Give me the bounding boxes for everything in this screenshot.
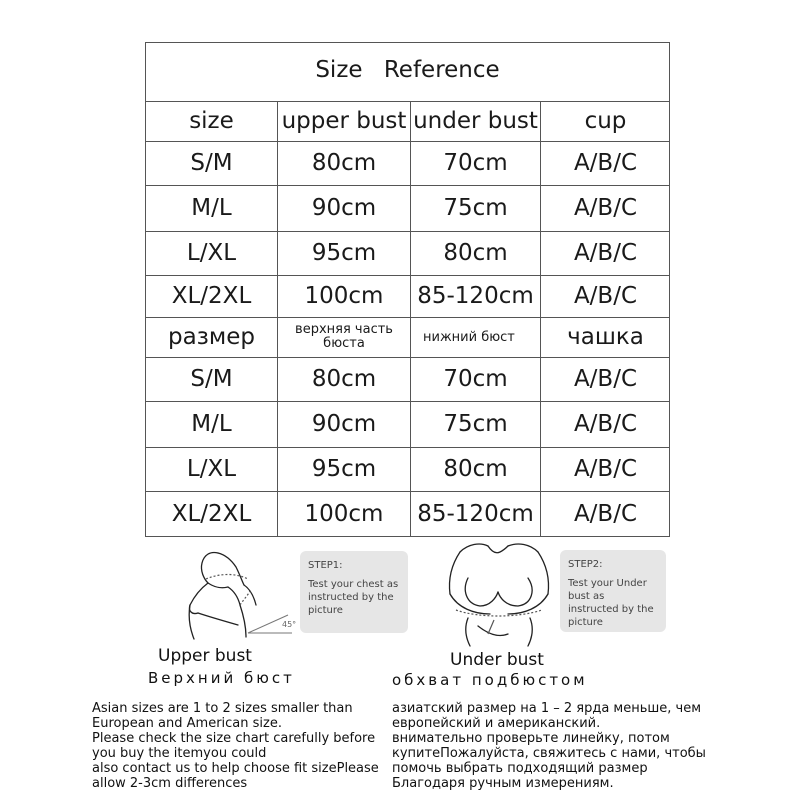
table-cell: A/B/C bbox=[540, 141, 670, 185]
header-row-ru bbox=[146, 317, 669, 358]
table-cell: 80cm bbox=[277, 357, 410, 401]
step2-box bbox=[560, 550, 666, 632]
table-cell: 90cm bbox=[277, 185, 410, 231]
table-cell: 100cm bbox=[277, 275, 410, 317]
under-bust-figure-illustration bbox=[438, 538, 558, 650]
header-row-en bbox=[146, 101, 669, 142]
upper-bust-figure-illustration bbox=[180, 545, 300, 645]
table-row bbox=[146, 141, 669, 186]
table-row bbox=[146, 275, 669, 318]
table-cell: A/B/C bbox=[540, 491, 670, 536]
table-row bbox=[146, 491, 669, 536]
header-cell: чашка bbox=[540, 317, 670, 357]
table-cell: A/B/C bbox=[540, 447, 670, 491]
table-title-row bbox=[146, 43, 669, 102]
step1-box bbox=[300, 551, 408, 633]
table-row bbox=[146, 357, 669, 402]
table-cell: 70cm bbox=[410, 357, 540, 401]
table-cell: L/XL bbox=[186, 240, 237, 266]
upper-bust-caption-ru: Верхний бюст bbox=[148, 669, 295, 687]
step1-title: STEP1: bbox=[308, 560, 343, 571]
table-row bbox=[146, 185, 669, 232]
under-bust-caption: Under bust bbox=[450, 650, 544, 670]
table-row bbox=[146, 231, 669, 276]
table-cell: S/M bbox=[190, 150, 233, 176]
table-cell: A/B/C bbox=[540, 231, 670, 275]
table-row bbox=[146, 447, 669, 492]
header-cell: under bust bbox=[410, 101, 540, 141]
header-cell: верхняя часть бюста bbox=[277, 317, 410, 357]
table-cell: 90cm bbox=[277, 401, 410, 447]
table-cell: M/L bbox=[191, 411, 232, 437]
table-cell: 85-120cm bbox=[410, 491, 540, 536]
table-cell: S/M bbox=[190, 366, 233, 392]
size-reference-table bbox=[145, 42, 670, 537]
table-cell: 80cm bbox=[277, 141, 410, 185]
header-cell: размер bbox=[167, 324, 256, 350]
table-cell: A/B/C bbox=[540, 185, 670, 231]
table-cell: 85-120cm bbox=[410, 275, 540, 317]
table-cell: 80cm bbox=[410, 231, 540, 275]
header-cell: upper bust bbox=[277, 101, 410, 141]
table-cell: 80cm bbox=[410, 447, 540, 491]
table-cell: 100cm bbox=[277, 491, 410, 536]
table-cell: 95cm bbox=[277, 231, 410, 275]
header-cell: size bbox=[189, 108, 234, 134]
table-cell: M/L bbox=[191, 195, 232, 221]
under-bust-caption-ru: обхват подбюстом bbox=[392, 671, 588, 689]
angle-label: 45° bbox=[282, 620, 297, 629]
upper-bust-caption: Upper bust bbox=[158, 646, 252, 666]
step2-text: Test your Under bust as instructed by the picture bbox=[568, 578, 654, 628]
table-cell: 95cm bbox=[277, 447, 410, 491]
step2-title: STEP2: bbox=[568, 559, 603, 570]
table-cell: 70cm bbox=[410, 141, 540, 185]
table-cell: XL/2XL bbox=[171, 500, 252, 527]
header-cell: cup bbox=[540, 101, 670, 141]
table-cell: 75cm bbox=[410, 185, 540, 231]
table-title: Size Reference bbox=[315, 57, 500, 83]
table-cell: XL/2XL bbox=[171, 283, 252, 309]
step1-text: Test your chest as instructed by the picture bbox=[308, 579, 399, 616]
table-cell: 75cm bbox=[410, 401, 540, 447]
table-cell: A/B/C bbox=[540, 401, 670, 447]
table-cell: A/B/C bbox=[540, 357, 670, 401]
table-cell: A/B/C bbox=[540, 275, 670, 317]
notes-russian: азиатский размер на 1 – 2 ярда меньше, чем европейский и американский. внимательно проверьте линейку, потом купитеПожалуйста, свяжитесь с нами, чтобы помочь выбрать подходящий размер Благодаря ручным измерениям. bbox=[392, 701, 706, 791]
table-row bbox=[146, 401, 669, 448]
table-cell: L/XL bbox=[186, 456, 237, 482]
notes-english: Asian sizes are 1 to 2 sizes smaller than European and American size. Please check the size chart carefully before you buy the itemyou could also contact us to help choose fit sizePlease allow 2-3cm differences bbox=[92, 701, 379, 791]
header-cell: нижний бюст bbox=[410, 317, 540, 357]
